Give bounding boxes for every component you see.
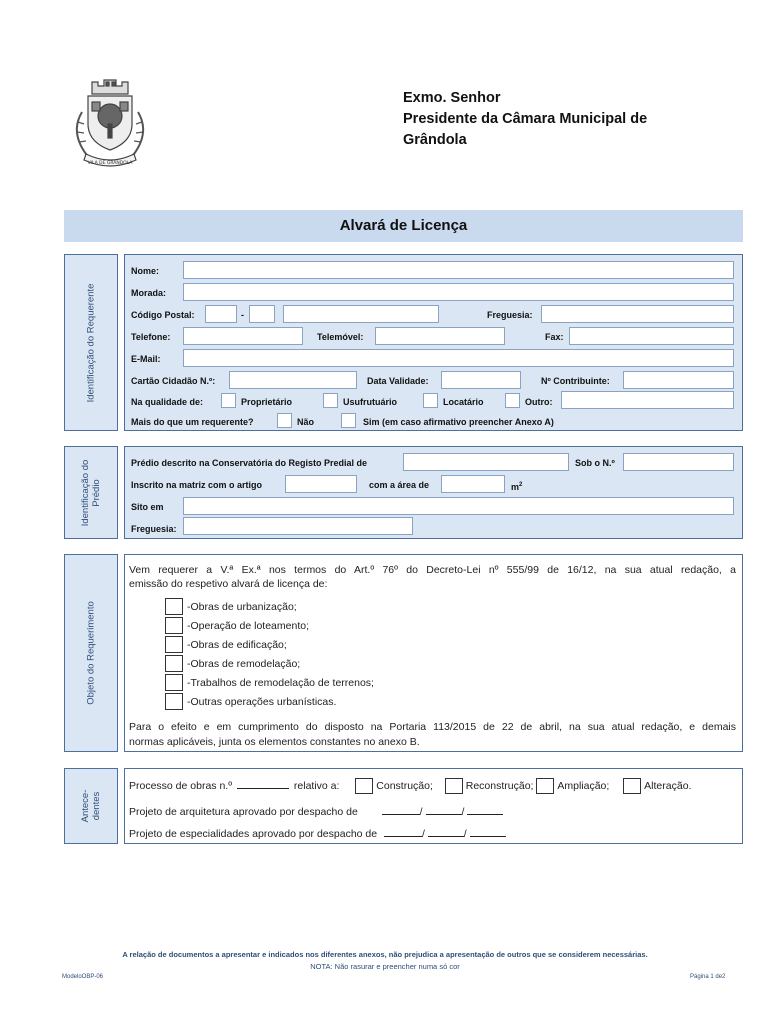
- postal-dash: -: [241, 310, 244, 320]
- addressee-line-1: Exmo. Senhor: [403, 90, 501, 106]
- label-predio-descrito: Prédio descrito na Conservatória do Registo Predial de: [131, 458, 368, 468]
- section-label-antecedentes-line-1: Antece-: [80, 789, 91, 823]
- label-telefone: Telefone:: [131, 332, 171, 342]
- codigo-postal-field-1[interactable]: [205, 305, 237, 323]
- predio-panel: [124, 446, 743, 539]
- especialidades-dia-field[interactable]: [384, 826, 422, 837]
- trabalhos-remodelacao-checkbox[interactable]: [165, 674, 183, 691]
- label-construcao: Construção;: [376, 780, 433, 792]
- label-data-validade: Data Validade:: [367, 376, 429, 386]
- label-freguesia-predio: Freguesia:: [131, 524, 177, 534]
- label-fax: Fax:: [545, 332, 564, 342]
- area-field[interactable]: [441, 475, 505, 493]
- label-usufrutuario: Usufrutuário: [343, 397, 397, 407]
- email-field[interactable]: [183, 349, 734, 367]
- especialidades-row: [129, 826, 506, 841]
- arquitetura-row: [129, 804, 503, 819]
- nao-checkbox[interactable]: [277, 413, 292, 428]
- label-obras-remodelacao: -Obras de remodelação;: [187, 658, 301, 670]
- label-especialidades: Projeto de especialidades aprovado por despacho de: [129, 828, 378, 840]
- footer-note: A relação de documentos a apresentar e indicados nos diferentes anexos, não prejudica a apresentação de outros que se considerem necessárias.: [122, 950, 648, 959]
- label-sim: Sim (em caso afirmativo preencher Anexo A): [363, 417, 554, 427]
- obras-edificacao-checkbox[interactable]: [165, 636, 183, 653]
- section-label-antecedentes: [64, 768, 118, 844]
- footer-pagina: Página 1 de2: [690, 974, 726, 980]
- obras-remodelacao-checkbox[interactable]: [165, 655, 183, 672]
- label-ampliacao: Ampliação;: [557, 780, 610, 792]
- label-area: com a área de: [369, 480, 430, 490]
- form-title: Alvará de Licença: [64, 210, 743, 242]
- sob-numero-field[interactable]: [623, 453, 734, 471]
- label-obras-urbanizacao: -Obras de urbanização;: [187, 601, 297, 613]
- operacao-loteamento-checkbox[interactable]: [165, 617, 183, 634]
- arquitetura-slash-1: /: [419, 806, 423, 818]
- reconstrucao-checkbox[interactable]: [445, 778, 463, 794]
- data-validade-field[interactable]: [441, 371, 521, 389]
- especialidades-slash-2: /: [463, 828, 467, 840]
- telefone-field[interactable]: [183, 327, 303, 345]
- arquitetura-mes-field[interactable]: [426, 804, 462, 815]
- sito-field[interactable]: [183, 497, 734, 515]
- processo-numero-field[interactable]: [237, 778, 289, 789]
- label-inscrito: Inscrito na matriz com o artigo: [131, 480, 263, 490]
- outro-checkbox[interactable]: [505, 393, 520, 408]
- label-qualidade: Na qualidade de:: [131, 397, 204, 407]
- especialidades-mes-field[interactable]: [428, 826, 464, 837]
- ampliacao-checkbox[interactable]: [536, 778, 554, 794]
- usufrutuario-checkbox[interactable]: [323, 393, 338, 408]
- locatario-checkbox[interactable]: [423, 393, 438, 408]
- outras-operacoes-checkbox[interactable]: [165, 693, 183, 710]
- section-label-antecedentes-line-2: dentes: [91, 791, 102, 821]
- contribuinte-field[interactable]: [623, 371, 734, 389]
- especialidades-ano-field[interactable]: [470, 826, 506, 837]
- addressee-block: [403, 88, 647, 151]
- label-reconstrucao: Reconstrução;: [465, 780, 534, 792]
- construcao-checkbox[interactable]: [355, 778, 373, 794]
- fax-field[interactable]: [569, 327, 734, 345]
- freguesia-field[interactable]: [541, 305, 734, 323]
- municipal-crest: [62, 72, 158, 170]
- label-nome: Nome:: [131, 266, 160, 276]
- arquitetura-ano-field[interactable]: [467, 804, 503, 815]
- label-telemovel: Telemóvel:: [317, 332, 364, 342]
- requerente-panel: [124, 254, 743, 431]
- objeto-panel: [124, 554, 743, 752]
- label-outro: Outro:: [525, 397, 553, 407]
- label-processo: Processo de obras n.º: [129, 780, 233, 792]
- label-freguesia: Freguesia:: [487, 310, 533, 320]
- label-cartao-cidadao: Cartão Cidadão N.º:: [131, 376, 216, 386]
- label-sob-n: Sob o N.º: [575, 458, 615, 468]
- section-label-objeto: Objeto do Requerimento: [64, 554, 118, 752]
- arquitetura-slash-2: /: [461, 806, 465, 818]
- especialidades-slash-1: /: [421, 828, 425, 840]
- objeto-intro-line-1: Vem requerer a V.ª Ex.ª nos termos do Art.º 76º do Decreto-Lei nº 555/99 de 16/12, na sua atual redação, a: [129, 564, 736, 576]
- label-email: E-Mail:: [131, 354, 161, 364]
- label-m2: $m^2$: [511, 482, 523, 492]
- telemovel-field[interactable]: [375, 327, 505, 345]
- section-label-predio-line-2: Prédio: [91, 478, 102, 507]
- label-morada: Morada:: [131, 288, 167, 298]
- crest-motto: VILA DE GRÂNDOLA: [87, 161, 133, 166]
- morada-field[interactable]: [183, 283, 734, 301]
- label-relativo: relativo a:: [293, 780, 340, 792]
- outro-field[interactable]: [561, 391, 734, 409]
- nome-field[interactable]: [183, 261, 734, 279]
- label-alteracao: Alteração.: [644, 780, 692, 792]
- section-label-predio: [64, 446, 118, 539]
- obras-urbanizacao-checkbox[interactable]: [165, 598, 183, 615]
- processo-row: [129, 778, 691, 794]
- section-label-predio-line-1: Identificação do: [80, 459, 91, 526]
- footer-nota: NOTA: Não rasurar e preencher numa só cor: [310, 962, 460, 971]
- label-obras-edificacao: -Obras de edificação;: [187, 639, 287, 651]
- label-nao: Não: [297, 417, 315, 427]
- arquitetura-dia-field[interactable]: [382, 804, 420, 815]
- label-mais-requerente: Mais do que um requerente?: [131, 417, 254, 427]
- label-operacao-loteamento: -Operação de loteamento;: [187, 620, 309, 632]
- objeto-outro-line-1: Para o efeito e em cumprimento do disposto na Portaria 113/2015 de 22 de abril, na sua atual redação, e demais: [129, 721, 736, 733]
- footer-modelo: ModeloOBP-06: [62, 974, 104, 980]
- label-trabalhos-remodelacao: -Trabalhos de remodelação de terrenos;: [187, 677, 374, 689]
- freguesia-predio-field[interactable]: [183, 517, 413, 535]
- proprietario-checkbox[interactable]: [221, 393, 236, 408]
- objeto-outro-line-2: normas aplicáveis, junta os elementos constantes no anexo B.: [129, 736, 420, 748]
- conservatoria-field[interactable]: [403, 453, 569, 471]
- section-label-requerente: Identificação do Requerente: [64, 254, 118, 431]
- localidade-field[interactable]: [283, 305, 439, 323]
- addressee-line-2: Presidente da Câmara Municipal de: [403, 111, 648, 127]
- addressee-line-3: Grândola: [403, 132, 467, 148]
- label-contribuinte: Nº Contribuinte:: [541, 376, 610, 386]
- sim-checkbox[interactable]: [341, 413, 356, 428]
- alteracao-checkbox[interactable]: [623, 778, 641, 794]
- artigo-field[interactable]: [285, 475, 357, 493]
- codigo-postal-field-2[interactable]: [249, 305, 275, 323]
- label-proprietario: Proprietário: [241, 397, 293, 407]
- cartao-cidadao-field[interactable]: [229, 371, 357, 389]
- antecedentes-panel: [124, 768, 743, 844]
- label-codigo-postal: Código Postal:: [131, 310, 195, 320]
- label-locatario: Locatário: [443, 397, 484, 407]
- label-arquitetura: Projeto de arquitetura aprovado por despacho de: [129, 806, 358, 818]
- objeto-intro-line-2: emissão do respetivo alvará de licença de:: [129, 578, 328, 590]
- label-sito: Sito em: [131, 502, 164, 512]
- label-outras-operacoes: -Outras operações urbanísticas.: [187, 696, 337, 708]
